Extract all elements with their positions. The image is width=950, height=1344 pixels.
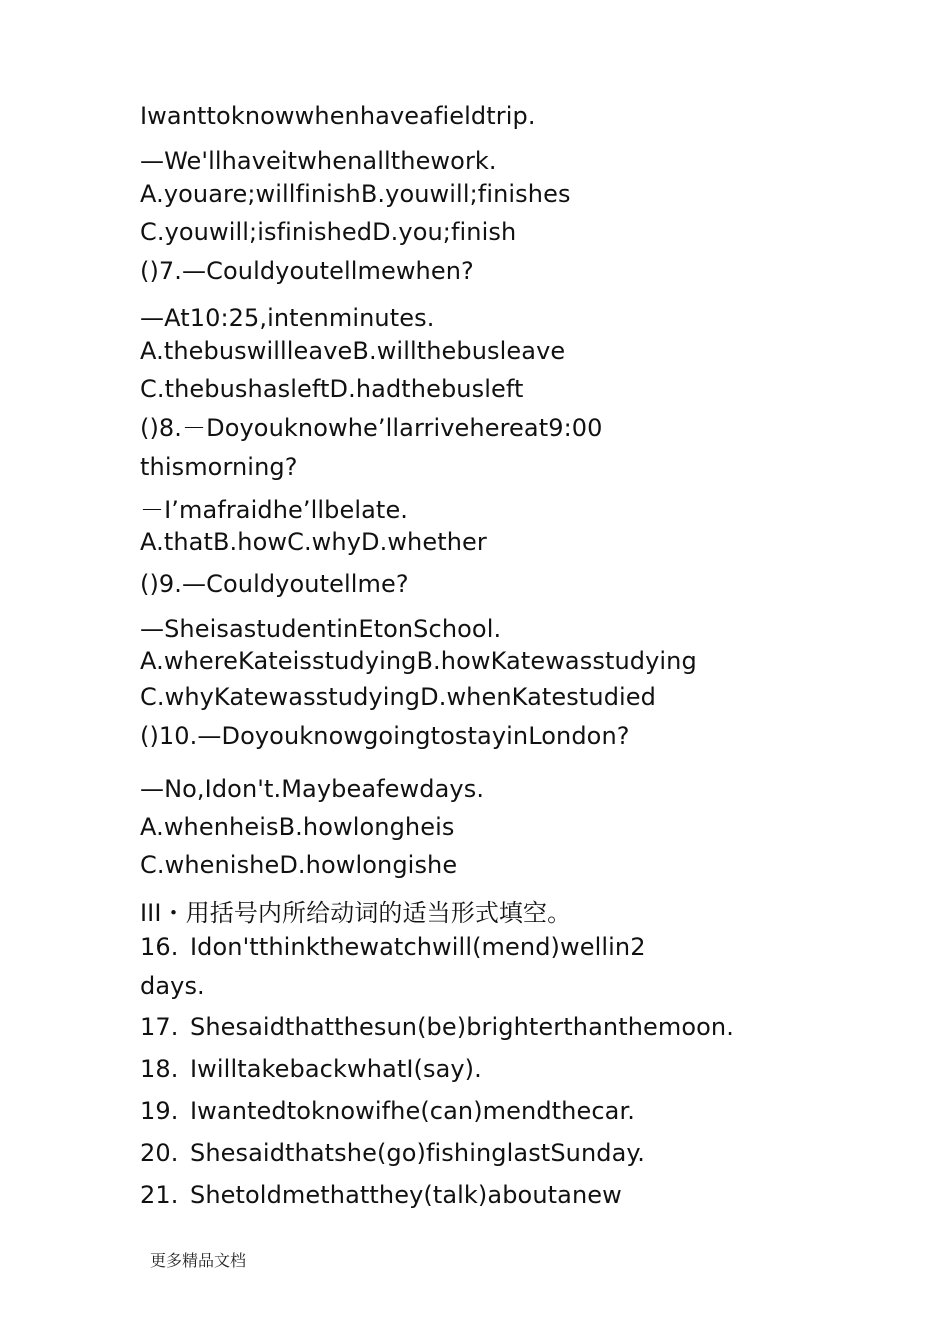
item-number: 17. bbox=[140, 1013, 179, 1041]
item-text: Idon'tthinkthewatchwill(mend)wellin2 bbox=[190, 933, 646, 961]
item-text: days. bbox=[140, 972, 205, 1000]
item-number: 21. bbox=[140, 1181, 179, 1209]
answer-options: C.thebushasleftD.hadthebusleft bbox=[140, 375, 524, 403]
answer-options: C.youwill;isfinishedD.you;finish bbox=[140, 218, 517, 246]
answer-options: A.whenheisB.howlongheis bbox=[140, 813, 455, 841]
item-text: Iwantedtoknowifhe(can)mendthecar. bbox=[190, 1097, 635, 1125]
answer-options: A.youare;willfinishB.youwill;finishes bbox=[140, 180, 571, 208]
item-text: Shetoldmethatthey(talk)aboutanew bbox=[190, 1181, 622, 1209]
text-line: —No,Idon't.Maybeafewdays. bbox=[140, 775, 485, 803]
answer-options: A.thebuswillleaveB.willthebusleave bbox=[140, 337, 566, 365]
question-7: ()7.—Couldyoutellmewhen? bbox=[140, 257, 474, 285]
exercise-item-21 bbox=[140, 1180, 622, 1210]
answer-options: C.whenisheD.howlongishe bbox=[140, 851, 458, 879]
text-line: —We'llhaveitwhenallthework. bbox=[140, 147, 497, 175]
item-number: 20. bbox=[140, 1139, 179, 1167]
text-line: Iwanttoknowwhenhaveafieldtrip. bbox=[140, 102, 536, 130]
text-line: thismorning? bbox=[140, 453, 298, 481]
question-9: ()9.—Couldyoutellme? bbox=[140, 570, 409, 598]
exercise-item-16-continued bbox=[140, 971, 205, 1001]
question-8: ()8.－Doyouknowhe’llarrivehereat9:00 bbox=[140, 414, 603, 442]
item-text: IwilltakebackwhatI(say). bbox=[190, 1055, 482, 1083]
exercise-item-20 bbox=[140, 1138, 645, 1168]
answer-options: A.whereKateisstudyingB.howKatewasstudying bbox=[140, 647, 697, 675]
question-10: ()10.—DoyouknowgoingtostayinLondon? bbox=[140, 722, 630, 750]
footer-text: 更多精品文档 bbox=[150, 1251, 247, 1270]
exercise-item-19 bbox=[140, 1096, 635, 1126]
text-line: —SheisastudentinEtonSchool. bbox=[140, 615, 502, 643]
item-text: Shesaidthatthesun(be)brighterthanthemoon. bbox=[190, 1013, 734, 1041]
text-line: －I’mafraidhe’llbelate. bbox=[140, 496, 409, 524]
item-text: Shesaidthatshe(go)fishinglastSunday. bbox=[190, 1139, 646, 1167]
item-number: 18. bbox=[140, 1055, 179, 1083]
exercise-item-17 bbox=[140, 1012, 734, 1042]
item-number: 16. bbox=[140, 933, 179, 961]
text-line: —At10:25,intenminutes. bbox=[140, 304, 435, 332]
item-number: 19. bbox=[140, 1097, 179, 1125]
exercise-item-16 bbox=[140, 932, 646, 962]
answer-options: C.whyKatewasstudyingD.whenKatestudied bbox=[140, 683, 656, 711]
answer-options: A.thatB.howC.whyD.whether bbox=[140, 528, 487, 556]
exercise-item-18 bbox=[140, 1054, 482, 1084]
section-heading: III・用括号内所给动词的适当形式填空。 bbox=[140, 899, 572, 927]
